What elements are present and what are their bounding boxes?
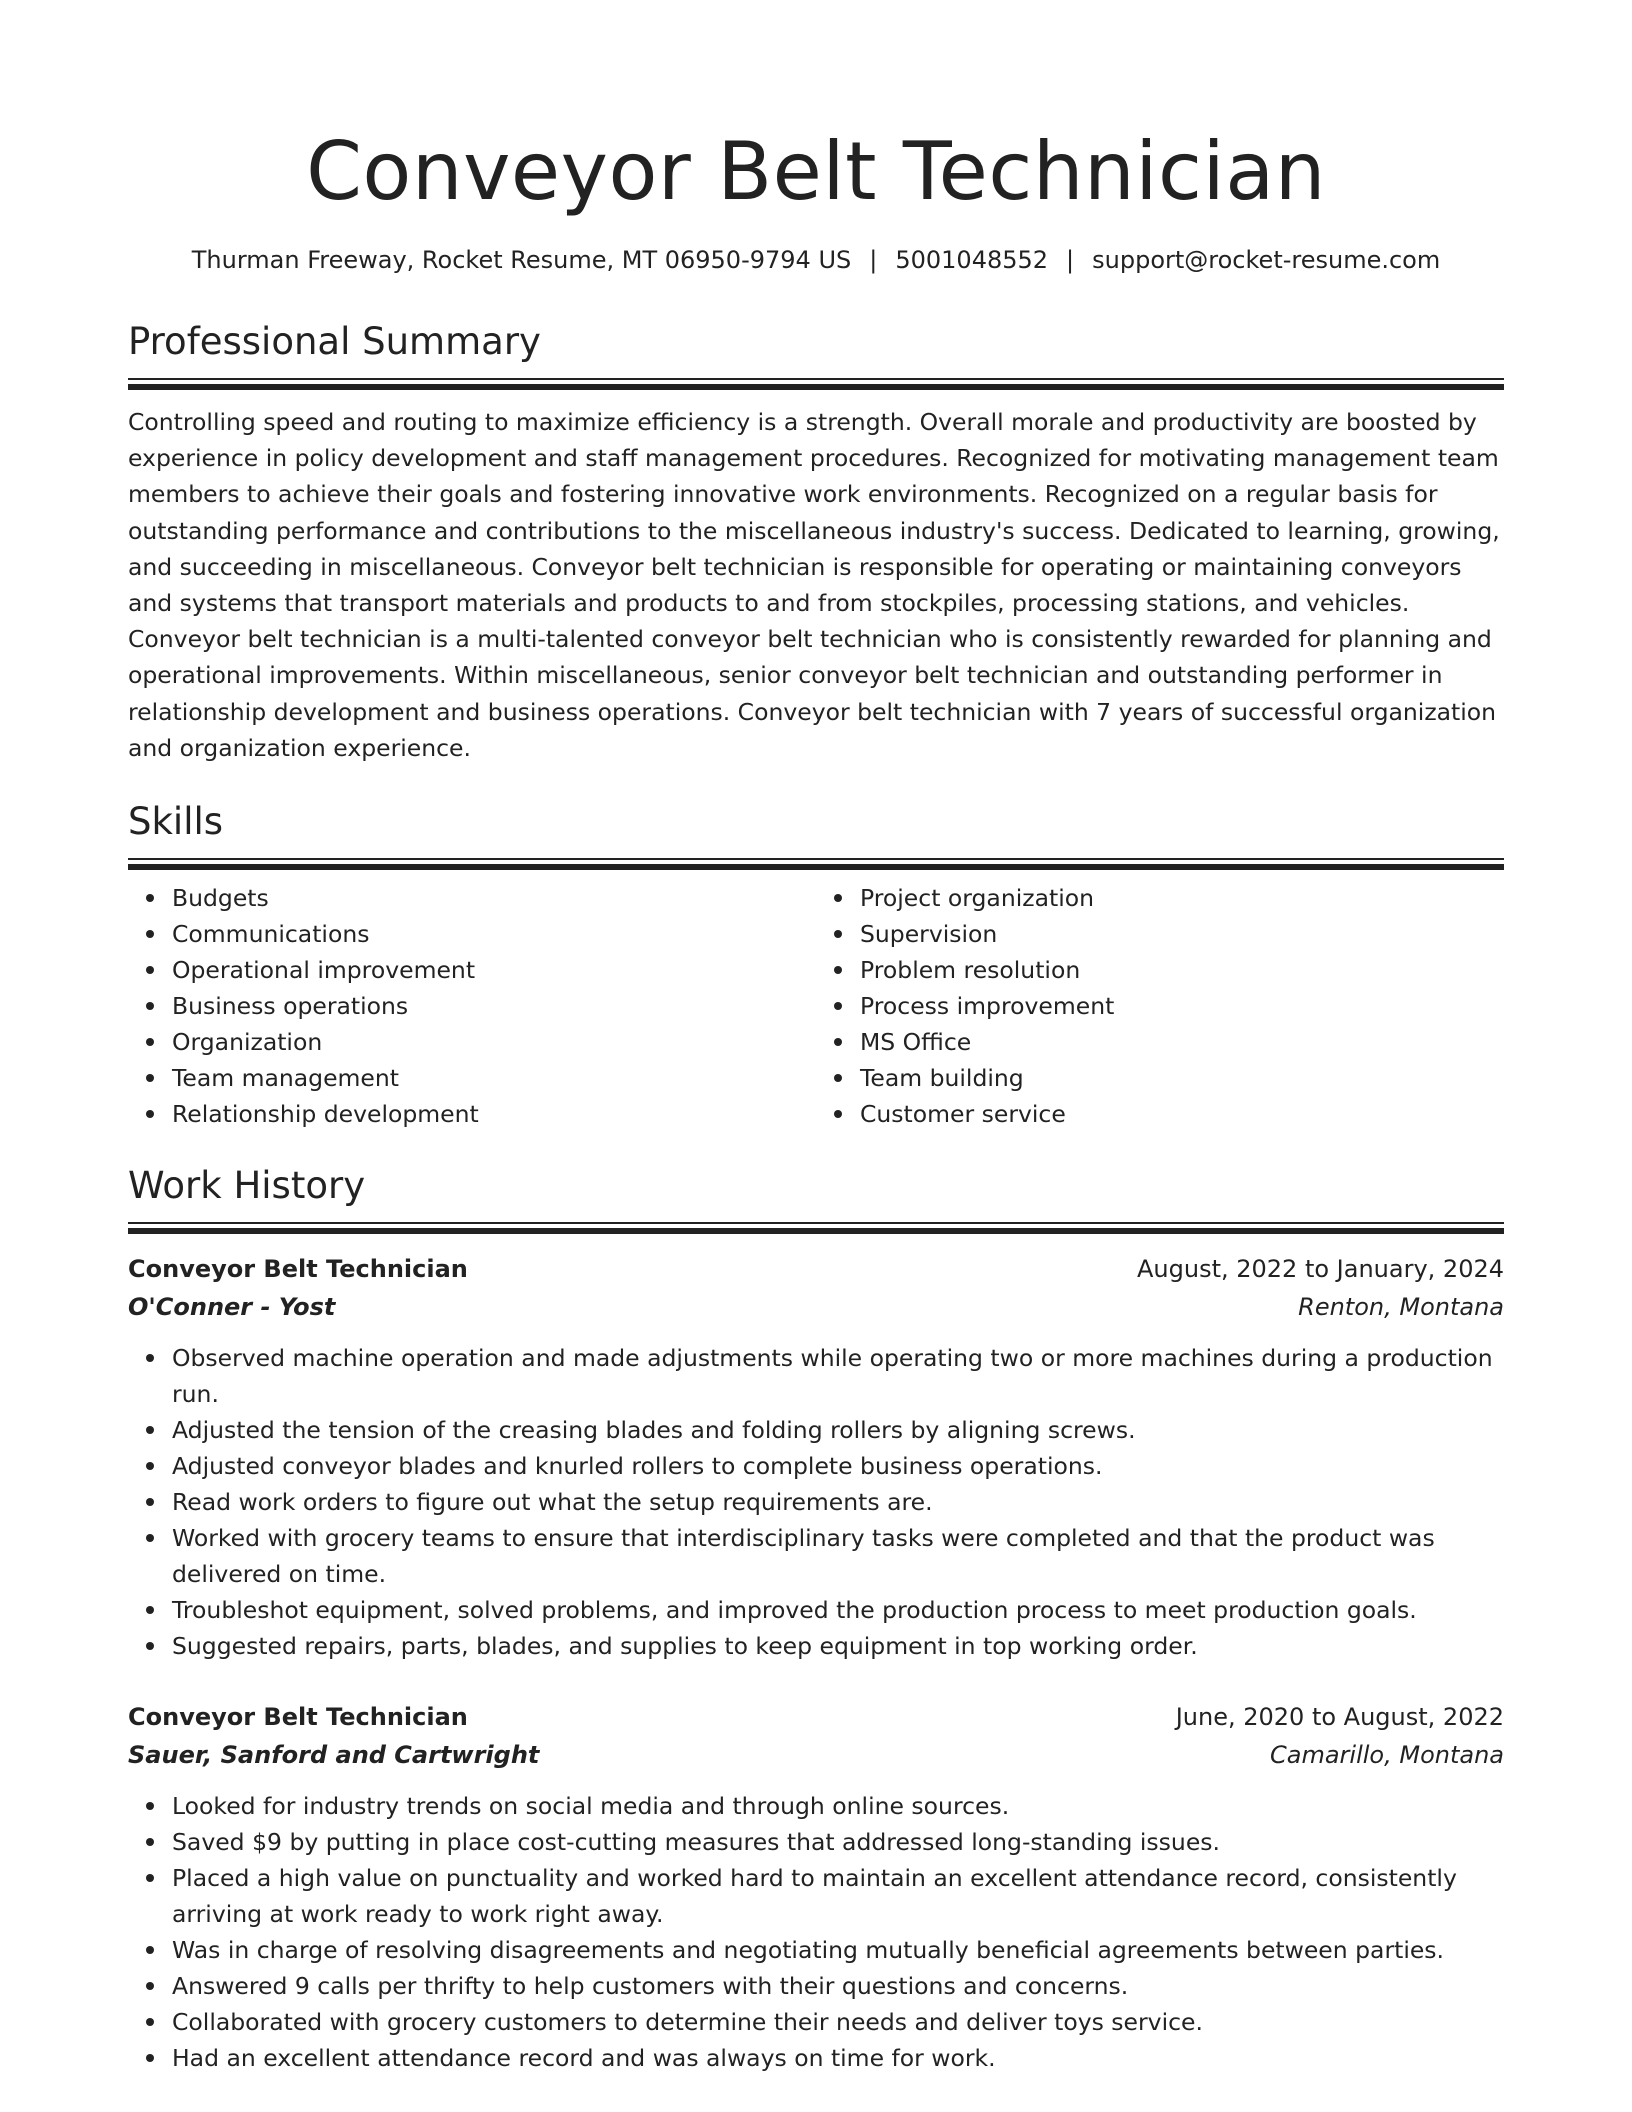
job-duty: Worked with grocery teams to ensure that interdisciplinary tasks were completed and that the product was delivered on time. bbox=[172, 1520, 1504, 1592]
skill-item: Budgets bbox=[172, 880, 816, 916]
job-subheader bbox=[128, 1736, 1504, 1774]
job-duty: Collaborated with grocery customers to determine their needs and deliver toys service. bbox=[172, 2004, 1504, 2040]
job-company: Sauer, Sanford and Cartwright bbox=[128, 1741, 540, 1770]
job-entry bbox=[128, 1250, 1504, 1664]
skill-item: Organization bbox=[172, 1024, 816, 1060]
skill-item: Process improvement bbox=[860, 988, 1504, 1024]
job-duties bbox=[128, 1788, 1504, 2076]
section-divider bbox=[128, 378, 1504, 390]
skill-item: Relationship development bbox=[172, 1096, 816, 1132]
skills-section bbox=[128, 798, 1504, 1132]
skills-heading: Skills bbox=[128, 800, 224, 844]
job-duty: Looked for industry trends on social media and through online sources. bbox=[172, 1788, 1504, 1824]
job-duty: Saved $9 by putting in place cost-cutting measures that addressed long-standing issues. bbox=[172, 1824, 1504, 1860]
job-duty: Was in charge of resolving disagreements and negotiating mutually beneficial agreements between parties. bbox=[172, 1932, 1504, 1968]
job-duty: Read work orders to figure out what the setup requirements are. bbox=[172, 1484, 1504, 1520]
skill-item: Customer service bbox=[860, 1096, 1504, 1132]
job-duty: Adjusted conveyor blades and knurled rollers to complete business operations. bbox=[172, 1448, 1504, 1484]
skill-item: Project organization bbox=[860, 880, 1504, 916]
skills-list-right bbox=[816, 880, 1504, 1132]
job-company: O'Conner - Yost bbox=[128, 1293, 336, 1322]
skill-item: Problem resolution bbox=[860, 952, 1504, 988]
skill-item: Communications bbox=[172, 916, 816, 952]
skill-item: Team building bbox=[860, 1060, 1504, 1096]
job-duty: Had an excellent attendance record and was always on time for work. bbox=[172, 2040, 1504, 2076]
resume-page bbox=[128, 0, 1504, 2076]
job-duty: Placed a high value on punctuality and worked hard to maintain an excellent attendance record, consistently arriving at work ready to work right away. bbox=[172, 1860, 1504, 1932]
section-divider bbox=[128, 858, 1504, 870]
skills-list-left bbox=[128, 880, 816, 1132]
job-duty: Troubleshot equipment, solved problems, and improved the production process to meet production goals. bbox=[172, 1592, 1504, 1628]
contact-line bbox=[128, 242, 1504, 278]
job-duty: Adjusted the tension of the creasing blades and folding rollers by aligning screws. bbox=[172, 1412, 1504, 1448]
job-duties bbox=[128, 1340, 1504, 1664]
resume-title: Conveyor Belt Technician bbox=[306, 125, 1326, 218]
skill-item: MS Office bbox=[860, 1024, 1504, 1060]
contact-phone: 5001048552 bbox=[895, 246, 1049, 274]
job-header bbox=[128, 1698, 1504, 1736]
skill-item: Operational improvement bbox=[172, 952, 816, 988]
work-history-heading: Work History bbox=[128, 1164, 366, 1208]
job-subheader bbox=[128, 1288, 1504, 1326]
skill-item: Team management bbox=[172, 1060, 816, 1096]
job-location: Renton, Montana bbox=[1298, 1293, 1504, 1322]
job-duty: Suggested repairs, parts, blades, and supplies to keep equipment in top working order. bbox=[172, 1628, 1504, 1664]
job-title: Conveyor Belt Technician bbox=[128, 1255, 468, 1284]
contact-email: support@rocket-resume.com bbox=[1092, 246, 1441, 274]
contact-separator: | bbox=[869, 246, 878, 274]
job-duty: Answered 9 calls per thrifty to help customers with their questions and concerns. bbox=[172, 1968, 1504, 2004]
summary-section bbox=[128, 318, 1504, 766]
contact-address: Thurman Freeway, Rocket Resume, MT 06950-9794 US bbox=[191, 246, 852, 274]
job-duty: Observed machine operation and made adjustments while operating two or more machines during a production run. bbox=[172, 1340, 1504, 1412]
job-title: Conveyor Belt Technician bbox=[128, 1703, 468, 1732]
job-location: Camarillo, Montana bbox=[1270, 1741, 1504, 1770]
summary-text: Controlling speed and routing to maximize efficiency is a strength. Overall morale and productivity are boosted by experience in policy development and staff management procedures. Recognized for motivating management team members to achieve their goals and fostering innovative work environments. Recognized on a regular basis for outstanding performance and contributions to the miscellaneous industry's success. Dedicated to learning, growing, and succeeding in miscellaneous. Conveyor belt technician is responsible for operating or maintaining conveyors and systems that transport materials and products to and from stockpiles, processing stations, and vehicles. Conveyor belt technician is a multi-talented conveyor belt technician who is consistently rewarded for planning and operational improvements. Within miscellaneous, senior conveyor belt technician and outstanding performer in relationship development and business operations. Conveyor belt technician with 7 years of successful organization and organization experience. bbox=[128, 408, 1500, 762]
skill-item: Business operations bbox=[172, 988, 816, 1024]
job-dates: June, 2020 to August, 2022 bbox=[1175, 1703, 1504, 1732]
job-dates: August, 2022 to January, 2024 bbox=[1137, 1255, 1504, 1284]
job-entry bbox=[128, 1698, 1504, 2076]
section-divider bbox=[128, 1222, 1504, 1234]
work-history-section bbox=[128, 1162, 1504, 2076]
summary-heading: Professional Summary bbox=[128, 320, 541, 363]
skills-columns bbox=[128, 880, 1504, 1132]
job-header bbox=[128, 1250, 1504, 1288]
contact-separator: | bbox=[1066, 246, 1075, 274]
skill-item: Supervision bbox=[860, 916, 1504, 952]
